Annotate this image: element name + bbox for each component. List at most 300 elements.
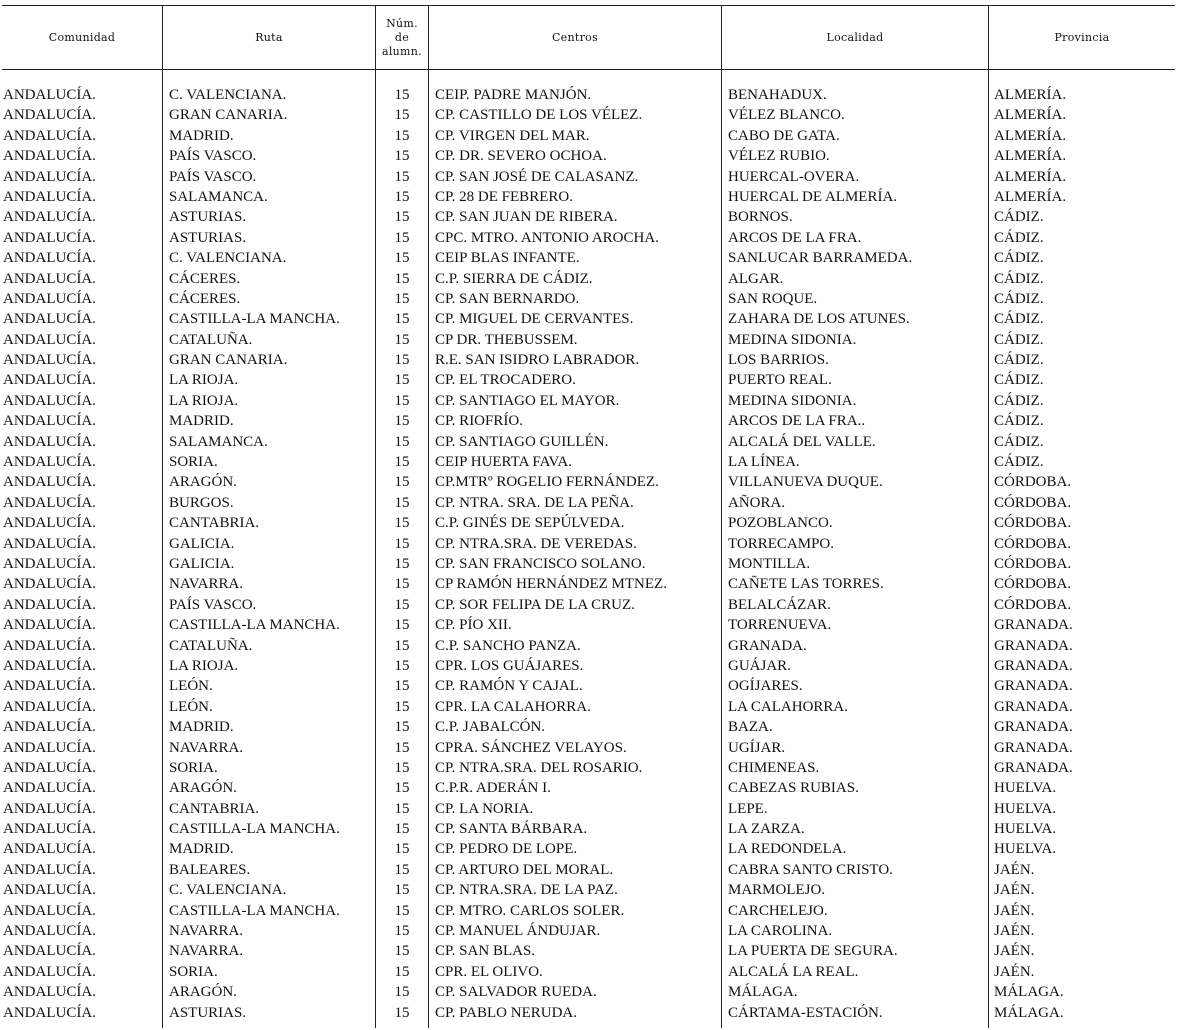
cell-ruta: GALICIA.	[169, 555, 235, 572]
cell-localidad: VILLANUEVA DUQUE.	[728, 474, 883, 491]
cell-comunidad: ANDALUCÍA.	[3, 759, 96, 776]
cell-centro: CP. NTRA.SRA. DEL ROSARIO.	[435, 759, 643, 776]
cell-centro: CP. LA NORIA.	[435, 800, 534, 817]
table-body	[0, 85, 1177, 1023]
cell-provincia: GRANADA.	[994, 698, 1073, 715]
cell-provincia: CÁDIZ.	[994, 413, 1044, 430]
cell-comunidad: ANDALUCÍA.	[3, 127, 96, 144]
cell-num-alumnos: 15	[394, 229, 410, 246]
cell-centro: CP. 28 DE FEBRERO.	[435, 188, 573, 205]
cell-centro: CPC. MTRO. ANTONIO AROCHA.	[435, 229, 659, 246]
cell-num-alumnos: 15	[394, 188, 410, 205]
cell-provincia: ALMERÍA.	[994, 148, 1067, 165]
cell-comunidad: ANDALUCÍA.	[3, 923, 96, 940]
cell-num-alumnos: 15	[394, 555, 410, 572]
cell-ruta: PAÍS VASCO.	[169, 168, 257, 185]
cell-localidad: LA CALAHORRA.	[728, 698, 849, 715]
cell-localidad: SAN ROQUE.	[728, 290, 818, 307]
cell-provincia: GRANADA.	[994, 657, 1073, 674]
cell-num-alumnos: 15	[394, 576, 410, 593]
cell-localidad: ZAHARA DE LOS ATUNES.	[728, 311, 910, 328]
table-row	[0, 85, 1177, 105]
cell-centro: CEIP HUERTA FAVA.	[435, 454, 572, 471]
cell-centro: CP. PEDRO DE LOPE.	[435, 841, 578, 858]
cell-comunidad: ANDALUCÍA.	[3, 657, 96, 674]
cell-comunidad: ANDALUCÍA.	[3, 596, 96, 613]
header-localidad	[722, 6, 988, 69]
cell-provincia: CÁDIZ.	[994, 331, 1044, 348]
cell-centro: CPR. EL OLIVO.	[435, 963, 543, 980]
table-row	[0, 350, 1177, 370]
cell-comunidad: ANDALUCÍA.	[3, 229, 96, 246]
table-row	[0, 289, 1177, 309]
cell-num-alumnos: 15	[394, 759, 410, 776]
cell-provincia: JAÉN.	[994, 882, 1035, 899]
cell-localidad: CABRA SANTO CRISTO.	[728, 861, 893, 878]
table-row	[0, 656, 1177, 676]
header-ruta-label: Ruta	[255, 30, 283, 44]
cell-comunidad: ANDALUCÍA.	[3, 943, 96, 960]
cell-provincia: CÓRDOBA.	[994, 555, 1072, 572]
cell-num-alumnos: 15	[394, 433, 410, 450]
cell-provincia: JAÉN.	[994, 943, 1035, 960]
cell-ruta: ARAGÓN.	[169, 780, 237, 797]
cell-provincia: CÁDIZ.	[994, 392, 1044, 409]
cell-ruta: ASTURIAS.	[169, 229, 247, 246]
cell-ruta: MADRID.	[169, 413, 234, 430]
cell-provincia: HUELVA.	[994, 821, 1057, 838]
cell-ruta: NAVARRA.	[169, 576, 244, 593]
cell-num-alumnos: 15	[394, 413, 410, 430]
table-row	[0, 595, 1177, 615]
cell-num-alumnos: 15	[394, 311, 410, 328]
cell-comunidad: ANDALUCÍA.	[3, 311, 96, 328]
header-provincia	[989, 6, 1175, 69]
cell-localidad: VÉLEZ RUBIO.	[728, 148, 830, 165]
cell-num-alumnos: 15	[394, 454, 410, 471]
cell-ruta: ARAGÓN.	[169, 474, 237, 491]
cell-num-alumnos: 15	[394, 290, 410, 307]
table-row	[0, 738, 1177, 758]
cell-provincia: CÓRDOBA.	[994, 535, 1072, 552]
table-row	[0, 146, 1177, 166]
cell-provincia: CÓRDOBA.	[994, 474, 1072, 491]
cell-comunidad: ANDALUCÍA.	[3, 168, 96, 185]
cell-provincia: CÁDIZ.	[994, 433, 1044, 450]
cell-num-alumnos: 15	[394, 87, 410, 103]
cell-centro: CP. EL TROCADERO.	[435, 372, 576, 389]
table-row	[0, 554, 1177, 574]
cell-provincia: CÁDIZ.	[994, 250, 1044, 267]
cell-localidad: LA REDONDELA.	[728, 841, 847, 858]
cell-provincia: HUELVA.	[994, 780, 1057, 797]
cell-comunidad: ANDALUCÍA.	[3, 270, 96, 287]
cell-provincia: JAÉN.	[994, 923, 1035, 940]
cell-ruta: CÁCERES.	[169, 270, 241, 287]
cell-centro: CP. SAN JUAN DE RIBERA.	[435, 209, 618, 226]
cell-ruta: CASTILLA-LA MANCHA.	[169, 617, 340, 634]
cell-centro: C.P. JABALCÓN.	[435, 719, 546, 736]
cell-num-alumnos: 15	[394, 392, 410, 409]
cell-localidad: CARCHELEJO.	[728, 902, 828, 919]
cell-comunidad: ANDALUCÍA.	[3, 494, 96, 511]
cell-centro: CEIP. PADRE MANJÓN.	[435, 87, 592, 103]
cell-ruta: CASTILLA-LA MANCHA.	[169, 902, 340, 919]
table-row	[0, 534, 1177, 554]
cell-comunidad: ANDALUCÍA.	[3, 678, 96, 695]
cell-comunidad: ANDALUCÍA.	[3, 454, 96, 471]
cell-ruta: ARAGÓN.	[169, 984, 237, 1001]
cell-num-alumnos: 15	[394, 984, 410, 1001]
cell-centro: CP. NTRA. SRA. DE LA PEÑA.	[435, 494, 634, 511]
table-row	[0, 880, 1177, 900]
cell-centro: CPR. LOS GUÁJARES.	[435, 657, 584, 674]
table-row	[0, 799, 1177, 819]
cell-comunidad: ANDALUCÍA.	[3, 800, 96, 817]
cell-comunidad: ANDALUCÍA.	[3, 861, 96, 878]
cell-num-alumnos: 15	[394, 698, 410, 715]
cell-ruta: MADRID.	[169, 719, 234, 736]
cell-provincia: JAÉN.	[994, 861, 1035, 878]
table-row	[0, 126, 1177, 146]
cell-comunidad: ANDALUCÍA.	[3, 617, 96, 634]
cell-ruta: LA RIOJA.	[169, 372, 239, 389]
cell-localidad: TORRENUEVA.	[728, 617, 832, 634]
table-row	[0, 105, 1177, 125]
table-row	[0, 574, 1177, 594]
header-provincia-label: Provincia	[1054, 30, 1110, 44]
cell-ruta: C. VALENCIANA.	[169, 87, 287, 103]
cell-localidad: ALGAR.	[728, 270, 784, 287]
cell-localidad: ALCALÁ DEL VALLE.	[728, 433, 876, 450]
cell-ruta: CANTABRIA.	[169, 800, 260, 817]
cell-ruta: CATALUÑA.	[169, 637, 253, 654]
header-comunidad	[2, 6, 162, 69]
cell-ruta: ASTURIAS.	[169, 1004, 247, 1021]
cell-ruta: NAVARRA.	[169, 923, 244, 940]
cell-localidad: GRANADA.	[728, 637, 807, 654]
cell-ruta: GALICIA.	[169, 535, 235, 552]
table-row	[0, 901, 1177, 921]
table-row	[0, 615, 1177, 635]
cell-ruta: PAÍS VASCO.	[169, 596, 257, 613]
cell-num-alumnos: 15	[394, 107, 410, 124]
cell-ruta: NAVARRA.	[169, 943, 244, 960]
cell-num-alumnos: 15	[394, 963, 410, 980]
cell-localidad: POZOBLANCO.	[728, 515, 833, 532]
cell-num-alumnos: 15	[394, 168, 410, 185]
table-row	[0, 819, 1177, 839]
cell-provincia: CÁDIZ.	[994, 290, 1044, 307]
cell-provincia: GRANADA.	[994, 617, 1073, 634]
cell-localidad: ARCOS DE LA FRA..	[728, 413, 866, 430]
cell-provincia: CÁDIZ.	[994, 352, 1044, 369]
cell-localidad: MEDINA SIDONIA.	[728, 392, 857, 409]
cell-comunidad: ANDALUCÍA.	[3, 352, 96, 369]
cell-ruta: PAÍS VASCO.	[169, 148, 257, 165]
cell-ruta: LA RIOJA.	[169, 657, 239, 674]
table-row	[0, 513, 1177, 533]
cell-comunidad: ANDALUCÍA.	[3, 107, 96, 124]
cell-localidad: TORRECAMPO.	[728, 535, 834, 552]
cell-num-alumnos: 15	[394, 250, 410, 267]
cell-ruta: SALAMANCA.	[169, 188, 268, 205]
cell-centro: R.E. SAN ISIDRO LABRADOR.	[435, 352, 640, 369]
table-row	[0, 309, 1177, 329]
cell-comunidad: ANDALUCÍA.	[3, 474, 96, 491]
cell-num-alumnos: 15	[394, 719, 410, 736]
table-row	[0, 962, 1177, 982]
table-row	[0, 921, 1177, 941]
cell-localidad: UGÍJAR.	[728, 739, 786, 756]
cell-centro: CP. SANTIAGO EL MAYOR.	[435, 392, 620, 409]
cell-num-alumnos: 15	[394, 657, 410, 674]
cell-centro: C.P. GINÉS DE SEPÚLVEDA.	[435, 515, 625, 532]
table-row	[0, 432, 1177, 452]
cell-ruta: C. VALENCIANA.	[169, 250, 287, 267]
cell-ruta: CASTILLA-LA MANCHA.	[169, 821, 340, 838]
table-row	[0, 636, 1177, 656]
cell-centro: CP. RAMÓN Y CAJAL.	[435, 678, 583, 695]
cell-ruta: SORIA.	[169, 454, 218, 471]
cell-comunidad: ANDALUCÍA.	[3, 148, 96, 165]
cell-centro: CP. SALVADOR RUEDA.	[435, 984, 597, 1001]
cell-comunidad: ANDALUCÍA.	[3, 780, 96, 797]
cell-centro: CP. SAN JOSÉ DE CALASANZ.	[435, 168, 639, 185]
cell-localidad: MÁLAGA.	[728, 984, 798, 1001]
table-row	[0, 1003, 1177, 1023]
cell-provincia: ALMERÍA.	[994, 188, 1067, 205]
header-centros	[429, 6, 721, 69]
table-row	[0, 493, 1177, 513]
cell-num-alumnos: 15	[394, 800, 410, 817]
cell-ruta: SORIA.	[169, 759, 218, 776]
cell-ruta: GRAN CANARIA.	[169, 107, 288, 124]
header-num-line3: alumn.	[382, 44, 422, 58]
cell-centro: CP. CASTILLO DE LOS VÉLEZ.	[435, 107, 643, 124]
cell-centro: CP. PÍO XII.	[435, 617, 512, 634]
cell-provincia: JAÉN.	[994, 963, 1035, 980]
cell-num-alumnos: 15	[394, 841, 410, 858]
cell-comunidad: ANDALUCÍA.	[3, 698, 96, 715]
cell-provincia: GRANADA.	[994, 739, 1073, 756]
cell-localidad: CABO DE GATA.	[728, 127, 840, 144]
cell-centro: CP. SOR FELIPA DE LA CRUZ.	[435, 596, 635, 613]
cell-provincia: CÁDIZ.	[994, 454, 1044, 471]
cell-num-alumnos: 15	[394, 596, 410, 613]
cell-centro: CP. SAN FRANCISCO SOLANO.	[435, 555, 646, 572]
cell-centro: CPRA. SÁNCHEZ VELAYOS.	[435, 739, 627, 756]
cell-num-alumnos: 15	[394, 127, 410, 144]
cell-ruta: GRAN CANARIA.	[169, 352, 288, 369]
cell-comunidad: ANDALUCÍA.	[3, 515, 96, 532]
cell-localidad: CÁRTAMA-ESTACIÓN.	[728, 1004, 883, 1021]
cell-centro: CP. SANTA BÁRBARA.	[435, 821, 588, 838]
cell-num-alumnos: 15	[394, 1004, 410, 1021]
cell-localidad: PUERTO REAL.	[728, 372, 832, 389]
cell-comunidad: ANDALUCÍA.	[3, 433, 96, 450]
cell-comunidad: ANDALUCÍA.	[3, 576, 96, 593]
cell-localidad: LA CAROLINA.	[728, 923, 833, 940]
cell-provincia: GRANADA.	[994, 678, 1073, 695]
cell-localidad: LA PUERTA DE SEGURA.	[728, 943, 898, 960]
cell-comunidad: ANDALUCÍA.	[3, 392, 96, 409]
cell-ruta: CASTILLA-LA MANCHA.	[169, 311, 340, 328]
cell-ruta: CÁCERES.	[169, 290, 241, 307]
header-num-alumn	[376, 6, 428, 69]
cell-localidad: BAZA.	[728, 719, 773, 736]
cell-provincia: GRANADA.	[994, 637, 1073, 654]
cell-localidad: LA LÍNEA.	[728, 454, 800, 471]
cell-comunidad: ANDALUCÍA.	[3, 535, 96, 552]
cell-centro: CPR. LA CALAHORRA.	[435, 698, 591, 715]
cell-centro: CP. DR. SEVERO OCHOA.	[435, 148, 607, 165]
cell-comunidad: ANDALUCÍA.	[3, 250, 96, 267]
cell-centro: CP. VIRGEN DEL MAR.	[435, 127, 590, 144]
cell-comunidad: ANDALUCÍA.	[3, 739, 96, 756]
cell-comunidad: ANDALUCÍA.	[3, 984, 96, 1001]
cell-num-alumnos: 15	[394, 209, 410, 226]
cell-comunidad: ANDALUCÍA.	[3, 719, 96, 736]
cell-provincia: CÁDIZ.	[994, 229, 1044, 246]
table-row	[0, 860, 1177, 880]
cell-centro: CP. NTRA.SRA. DE VEREDAS.	[435, 535, 637, 552]
cell-localidad: BORNOS.	[728, 209, 793, 226]
table-row	[0, 167, 1177, 187]
cell-localidad: BENAHADUX.	[728, 87, 827, 103]
cell-comunidad: ANDALUCÍA.	[3, 882, 96, 899]
cell-ruta: BALEARES.	[169, 861, 251, 878]
cell-num-alumnos: 15	[394, 637, 410, 654]
cell-comunidad: ANDALUCÍA.	[3, 1004, 96, 1021]
cell-localidad: HUERCAL-OVERA.	[728, 168, 860, 185]
cell-num-alumnos: 15	[394, 494, 410, 511]
cell-localidad: CHIMENEAS.	[728, 759, 820, 776]
cell-ruta: LEÓN.	[169, 698, 213, 715]
cell-centro: CP RAMÓN HERNÁNDEZ MTNEZ.	[435, 576, 667, 593]
cell-provincia: GRANADA.	[994, 759, 1073, 776]
cell-localidad: LA ZARZA.	[728, 821, 805, 838]
cell-provincia: ALMERÍA.	[994, 87, 1067, 103]
cell-provincia: CÓRDOBA.	[994, 515, 1072, 532]
cell-provincia: JAÉN.	[994, 902, 1035, 919]
cell-localidad: GUÁJAR.	[728, 657, 791, 674]
cell-comunidad: ANDALUCÍA.	[3, 209, 96, 226]
cell-comunidad: ANDALUCÍA.	[3, 331, 96, 348]
cell-num-alumnos: 15	[394, 515, 410, 532]
table-row	[0, 839, 1177, 859]
cell-localidad: MEDINA SIDONIA.	[728, 331, 857, 348]
cell-num-alumnos: 15	[394, 739, 410, 756]
cell-ruta: CATALUÑA.	[169, 331, 253, 348]
cell-comunidad: ANDALUCÍA.	[3, 290, 96, 307]
cell-ruta: LEÓN.	[169, 678, 213, 695]
cell-provincia: HUELVA.	[994, 800, 1057, 817]
header-num-line1: Núm.	[386, 16, 418, 30]
cell-centro: CP. SAN BLAS.	[435, 943, 536, 960]
cell-comunidad: ANDALUCÍA.	[3, 841, 96, 858]
cell-ruta: CANTABRIA.	[169, 515, 260, 532]
table-row	[0, 228, 1177, 248]
table-header-rule	[2, 69, 1175, 70]
cell-localidad: BELALCÁZAR.	[728, 596, 831, 613]
cell-centro: C.P. SIERRA DE CÁDIZ.	[435, 270, 593, 287]
cell-provincia: GRANADA.	[994, 719, 1073, 736]
cell-provincia: ALMERÍA.	[994, 107, 1067, 124]
cell-centro: CP. MIGUEL DE CERVANTES.	[435, 311, 634, 328]
header-localidad-label: Localidad	[826, 30, 884, 44]
header-ruta	[163, 6, 375, 69]
cell-num-alumnos: 15	[394, 331, 410, 348]
cell-ruta: C. VALENCIANA.	[169, 882, 287, 899]
cell-ruta: LA RIOJA.	[169, 392, 239, 409]
cell-num-alumnos: 15	[394, 270, 410, 287]
cell-ruta: MADRID.	[169, 841, 234, 858]
cell-ruta: BURGOS.	[169, 494, 234, 511]
cell-ruta: ASTURIAS.	[169, 209, 247, 226]
cell-provincia: CÁDIZ.	[994, 372, 1044, 389]
cell-num-alumnos: 15	[394, 617, 410, 634]
cell-localidad: SANLUCAR BARRAMEDA.	[728, 250, 913, 267]
cell-num-alumnos: 15	[394, 821, 410, 838]
cell-centro: C.P.R. ADERÁN I.	[435, 780, 551, 797]
cell-centro: CP. SAN BERNARDO.	[435, 290, 580, 307]
cell-localidad: VÉLEZ BLANCO.	[728, 107, 845, 124]
table-row	[0, 330, 1177, 350]
cell-ruta: SALAMANCA.	[169, 433, 268, 450]
cell-comunidad: ANDALUCÍA.	[3, 372, 96, 389]
cell-comunidad: ANDALUCÍA.	[3, 188, 96, 205]
cell-provincia: ALMERÍA.	[994, 127, 1067, 144]
cell-centro: CP DR. THEBUSSEM.	[435, 331, 578, 348]
cell-ruta: MADRID.	[169, 127, 234, 144]
table-row	[0, 248, 1177, 268]
cell-localidad: LOS BARRIOS.	[728, 352, 829, 369]
cell-centro: CP. SANTIAGO GUILLÉN.	[435, 433, 609, 450]
cell-num-alumnos: 15	[394, 372, 410, 389]
cell-localidad: AÑORA.	[728, 494, 786, 511]
table-row	[0, 676, 1177, 696]
cell-centro: CEIP BLAS INFANTE.	[435, 250, 580, 267]
cell-comunidad: ANDALUCÍA.	[3, 87, 96, 103]
cell-provincia: ALMERÍA.	[994, 168, 1067, 185]
table-row	[0, 472, 1177, 492]
header-comunidad-label: Comunidad	[48, 30, 116, 44]
cell-centro: CP. NTRA.SRA. DE LA PAZ.	[435, 882, 618, 899]
cell-centro: CP.MTRº ROGELIO FERNÁNDEZ.	[435, 474, 659, 491]
cell-provincia: CÁDIZ.	[994, 209, 1044, 226]
table-row	[0, 758, 1177, 778]
cell-provincia: CÓRDOBA.	[994, 596, 1072, 613]
cell-num-alumnos: 15	[394, 943, 410, 960]
cell-num-alumnos: 15	[394, 474, 410, 491]
table-row	[0, 391, 1177, 411]
cell-provincia: MÁLAGA.	[994, 1004, 1064, 1021]
cell-num-alumnos: 15	[394, 678, 410, 695]
cell-comunidad: ANDALUCÍA.	[3, 413, 96, 430]
cell-comunidad: ANDALUCÍA.	[3, 821, 96, 838]
cell-centro: CP. RIOFRÍO.	[435, 413, 523, 430]
cell-provincia: CÁDIZ.	[994, 311, 1044, 328]
cell-localidad: LEPE.	[728, 800, 768, 817]
cell-num-alumnos: 15	[394, 780, 410, 797]
cell-num-alumnos: 15	[394, 882, 410, 899]
table-row	[0, 207, 1177, 227]
cell-centro: CP. MANUEL ÁNDUJAR.	[435, 923, 601, 940]
cell-comunidad: ANDALUCÍA.	[3, 963, 96, 980]
cell-ruta: NAVARRA.	[169, 739, 244, 756]
table-row	[0, 452, 1177, 472]
